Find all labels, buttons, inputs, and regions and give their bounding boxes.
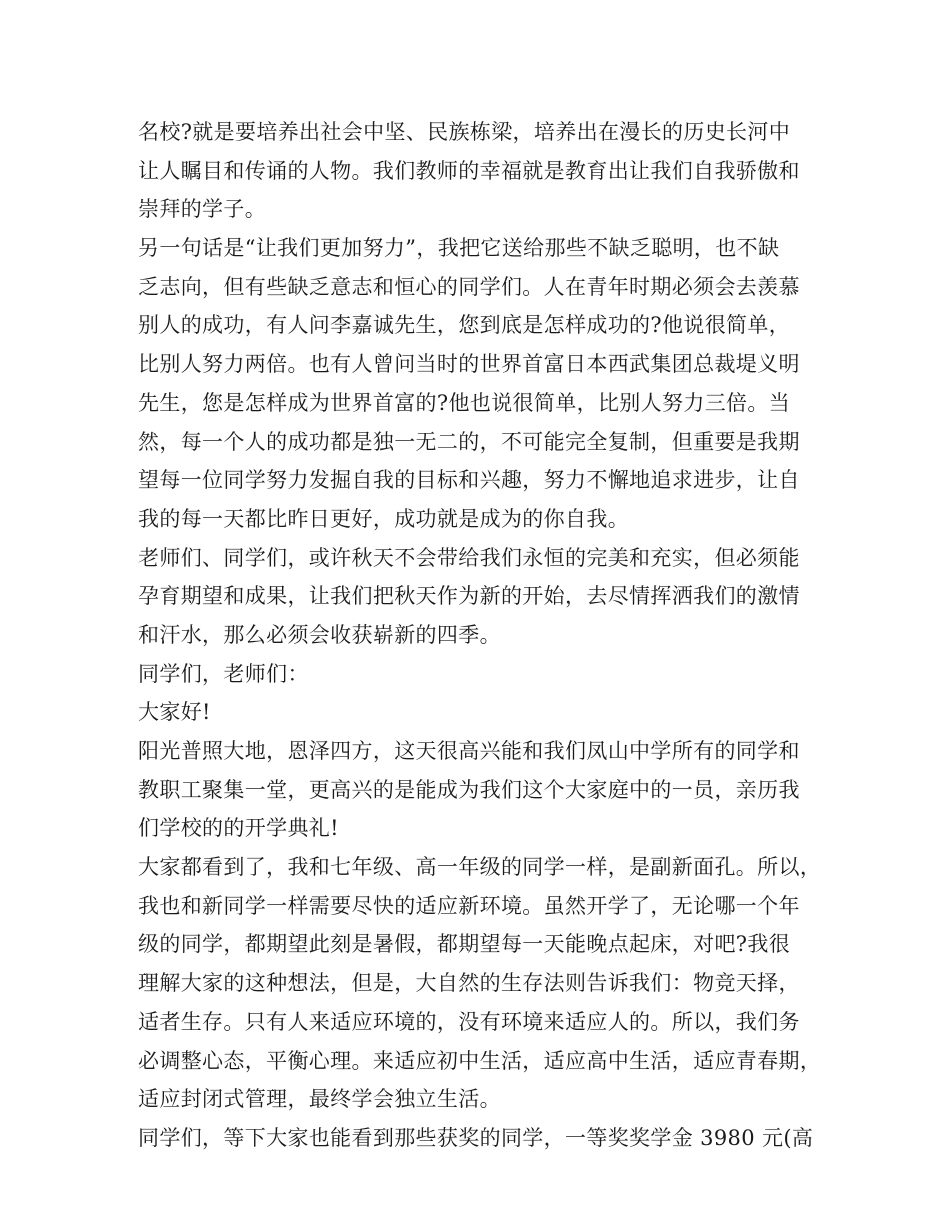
text-line: 比别人努力两倍。也有人曾问当时的世界首富日本西武集团总裁堤义明 [138,352,800,377]
text-line: 适应封闭式管理，最终学会独立生活。 [138,1087,501,1112]
text-line: 和汗水，那么必须会收获崭新的四季。 [138,622,501,647]
text-line: 同学们，等下大家也能看到那些获奖的同学，一等奖奖学金 3980 元(高 [138,1125,814,1150]
text-line: 理解大家的这种想法，但是，大自然的生存法则告诉我们：物竞天择， [138,971,800,996]
text-line: 教职工聚集一堂，更高兴的是能成为我们这个大家庭中的一员，亲历我 [138,777,800,802]
text-line: 阳光普照大地，恩泽四方，这天很高兴能和我们凤山中学所有的同学和 [138,739,800,763]
text-line: 必调整心态，平衡心理。来适应初中生活，适应高中生活，适应青春期， [138,1048,822,1073]
text-line: 名校?就是要培养出社会中坚、民族栋梁，培养出在漫长的历史长河中 [138,120,791,144]
text-line: 让人瞩目和传诵的人物。我们教师的幸福就是教育出让我们自我骄傲和 [138,158,800,183]
text-line: 大家好! [138,700,211,725]
text-line: 乏志向，但有些缺乏意志和恒心的同学们。人在青年时期必须会去羡慕 [138,274,800,299]
text-line: 级的同学，都期望此刻是暑假，都期望每一天能晚点起床，对吧?我很 [138,932,791,957]
document-body [138,113,828,1158]
text-line: 望每一位同学努力发掘自我的目标和兴趣，努力不懈地追求进步，让自 [138,468,800,493]
text-line: 我也和新同学一样需要尽快的适应新环境。虽然开学了，无论哪一个年 [138,893,800,918]
text-line: 孕育期望和成果，让我们把秋天作为新的开始，去尽情挥洒我们的激情 [138,584,800,609]
text-line: 适者生存。只有人来适应环境的，没有环境来适应人的。所以，我们务 [138,1009,800,1034]
text-line: 崇拜的学子。 [138,197,267,222]
text-line: 大家都看到了，我和七年级、高一年级的同学一样，是副新面孔。所以， [138,855,822,880]
text-line: 另一句话是“让我们更加努力”，我把它送给那些不缺乏聪明，也不缺 [138,236,780,261]
text-line: 同学们，老师们： [138,661,309,686]
text-line: 老师们、同学们，或许秋天不会带给我们永恒的完美和充实，但必须能 [138,545,800,570]
text-line: 先生，您是怎样成为世界首富的?他也说很简单，比别人努力三倍。当 [138,390,791,415]
text-line: 我的每一天都比昨日更好，成功就是成为的你自我。 [138,506,630,531]
text-line: 别人的成功，有人问李嘉诚先生，您到底是怎样成功的?他说很简单， [138,313,791,338]
text-line: 然，每一个人的成功都是独一无二的，不可能完全复制，但重要是我期 [138,429,800,454]
text-line: 们学校的的开学典礼! [138,816,339,841]
